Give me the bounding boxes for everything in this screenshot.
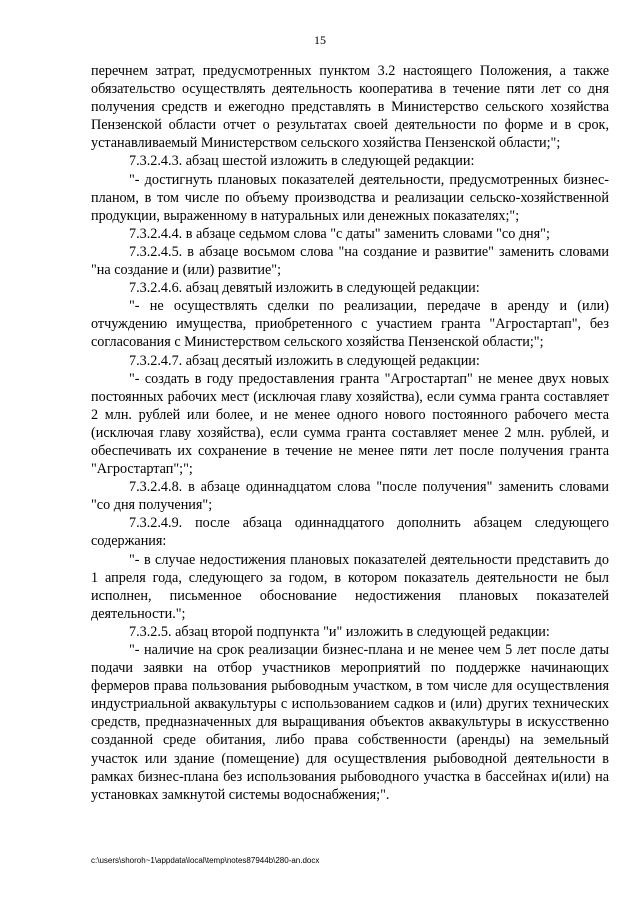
footer-file-path: c:\users\shoroh~1\appdata\local\temp\notes87944b\280-an.docx: [91, 856, 320, 865]
paragraph: 7.3.2.4.4. в абзаце седьмом слова "с даты" заменить словами "со дня";: [129, 225, 550, 242]
paragraph: "- наличие на срок реализации бизнес-плана и не менее чем 5 лет после даты подачи заявки на отбор участников мероприятий по поддержке начинающих фермеров права пользования рыбоводным участком, в том числе для осуществления индустриальной аквакультуры с использованием садков и (или) других технических средств, предназначенных для выращивания объектов аквакультуры в искусственно созданной среде обитания, либо права собственности (аренды) на земельный участок или здание (помещение) для осуществления рыбоводной деятельности в рамках бизнес-плана без использования рыбоводного участка в бассейнах и(или) на установках замкнутой системы водоснабжения;".: [91, 642, 609, 803]
paragraph: "- достигнуть плановых показателей деятельности, предусмотренных бизнес-планом, в том числе по объему производства и реализации сельско-хозяйственной продукции, выраженному в натуральных или денежных показателях;";: [91, 171, 609, 224]
paragraph: 7.3.2.4.8. в абзаце одиннадцатом слова "после получения" заменить словами "со дня получения";: [91, 479, 609, 514]
paragraph: 7.3.2.4.6. абзац девятый изложить в следующей редакции:: [129, 280, 480, 297]
paragraph: 7.3.2.5. абзац второй подпункта "и" изложить в следующей редакции:: [129, 623, 550, 640]
paragraph: 7.3.2.4.3. абзац шестой изложить в следующей редакции:: [129, 153, 475, 170]
paragraph: 7.3.2.4.9. после абзаца одиннадцатого дополнить абзацем следующего содержания:: [91, 515, 609, 550]
paragraph: 7.3.2.4.5. в абзаце восьмом слова "на создание и развитие" заменить словами "на создание и (или) развитие";: [91, 243, 609, 279]
paragraph: перечнем затрат, предусмотренных пунктом 3.2 настоящего Положения, а также обязательство осуществлять деятельность кооператива в течение пяти лет со дня получения средств и ежегодно представлять в Министерство сельского хозяйства Пензенской области отчет о результатах своей деятельности по форме и в срок, устанавливаемый Министерством сельского хозяйства Пензенской области;";: [91, 63, 609, 152]
document-body: [91, 62, 609, 804]
paragraph: "- в случае недостижения плановых показателей деятельности представить до 1 апреля года, следующего за годом, в котором показатель деятельности не был исполнен, письменное обоснование недостижения плановых показателей деятельности.";: [91, 551, 609, 622]
paragraph: 7.3.2.4.7. абзац десятый изложить в следующей редакции:: [129, 352, 480, 369]
page-number: 15: [314, 33, 326, 47]
paragraph: "- не осуществлять сделки по реализации, передаче в аренду и (или) отчуждению имущества, приобретенного с участием гранта "Агростартап", без согласования с Министерством сельского хозяйства Пензенской области;";: [91, 298, 609, 351]
paragraph: "- создать в году предоставления гранта "Агростартап" не менее двух новых постоянных рабочих мест (исключая главу хозяйства), если сумма гранта составляет 2 млн. рублей или более, и не менее одного нового постоянного рабочего места (исключая главу хозяйства), если сумма гранта составляет менее 2 млн. рублей, и обеспечивать их сохранение в течение не менее пяти лет после получения гранта "Агростартап";";: [91, 370, 609, 478]
